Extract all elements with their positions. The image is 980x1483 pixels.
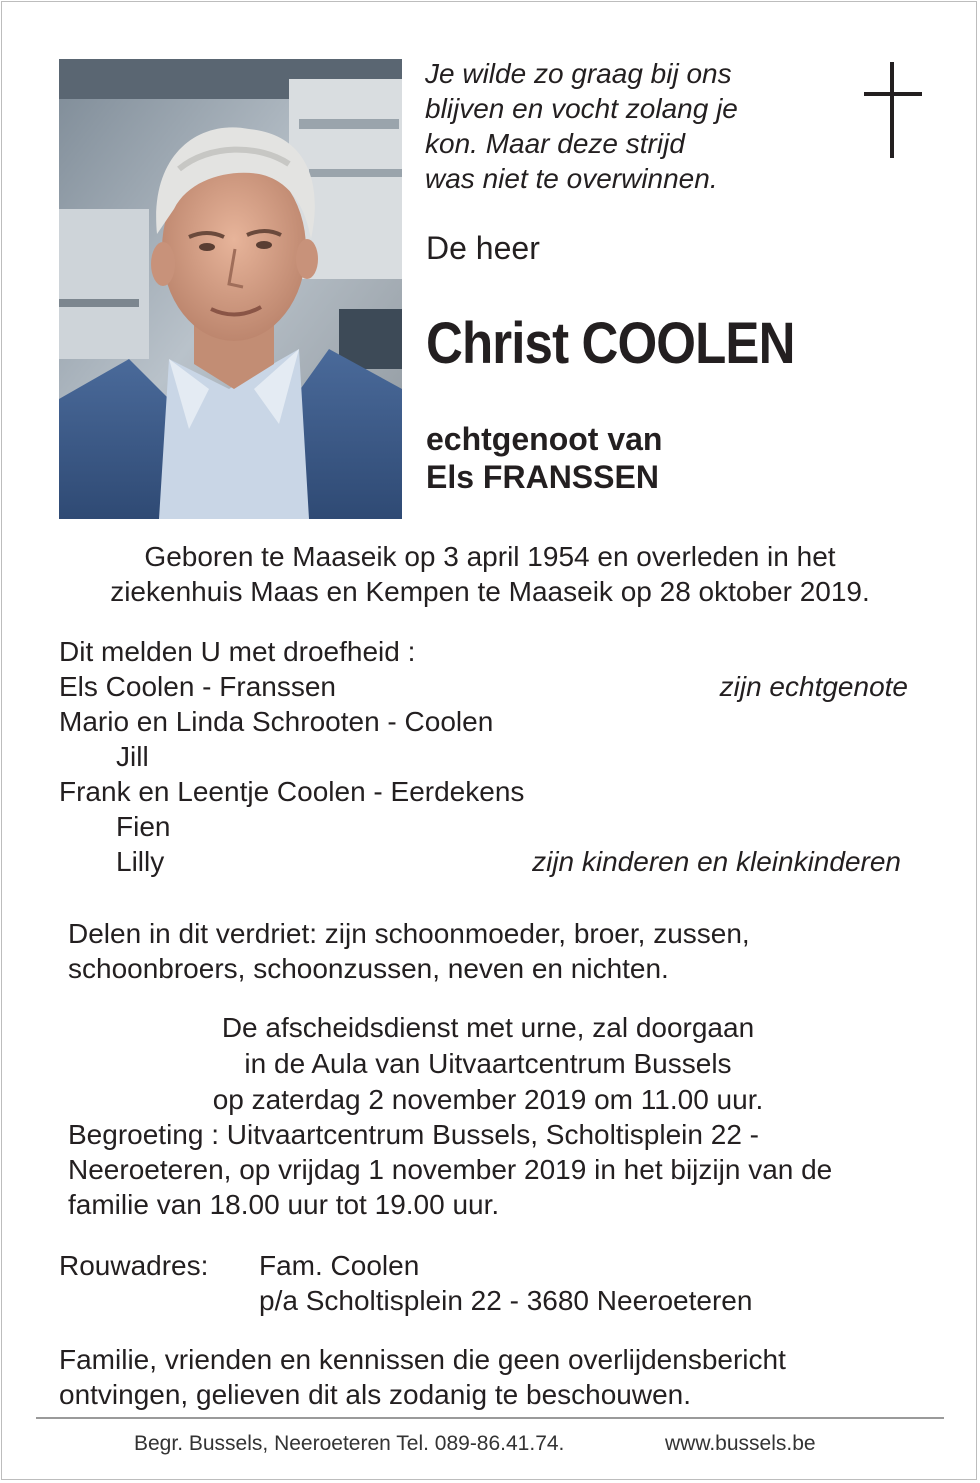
share-line: Delen in dit verdriet: zijn schoonmoeder, broer, zussen, xyxy=(68,918,750,949)
family-role: zijn echtgenote xyxy=(719,671,908,702)
poem-line: Je wilde zo graag bij ons xyxy=(425,58,732,89)
spouse-label: echtgenoot van xyxy=(426,421,663,457)
family-name: Fien xyxy=(116,811,171,842)
cross-icon xyxy=(864,62,922,158)
family-name: Jill xyxy=(116,741,149,772)
service-line: op zaterdag 2 november 2019 om 11.00 uur. xyxy=(212,1084,764,1115)
family-name: Lilly xyxy=(116,846,165,877)
footer-website[interactable]: www.bussels.be xyxy=(665,1432,816,1455)
notice-line: ontvingen, gelieven dit als zodanig te beschouwen. xyxy=(59,1379,691,1410)
poem-line: was niet te overwinnen. xyxy=(425,163,718,194)
honorific: De heer xyxy=(426,230,540,266)
birth-line: Geboren te Maaseik op 3 april 1954 en overleden in het xyxy=(144,541,836,572)
deceased-name: Christ COOLEN xyxy=(426,311,795,376)
poem xyxy=(425,56,738,196)
greeting-line: Neeroeteren, op vrijdag 1 november 2019 in het bijzijn van de xyxy=(68,1154,833,1185)
address-line: p/a Scholtisplein 22 - 3680 Neeroeteren xyxy=(259,1285,753,1316)
address-line: Fam. Coolen xyxy=(259,1250,420,1281)
family-name: Els Coolen - Franssen xyxy=(59,671,337,702)
service-line: in de Aula van Uitvaartcentrum Bussels xyxy=(244,1048,732,1079)
announce: Dit melden U met droefheid : xyxy=(59,636,416,667)
spouse-name: Els FRANSSEN xyxy=(426,459,659,495)
service-line: De afscheidsdienst met urne, zal doorgaan xyxy=(221,1012,755,1043)
family-name: Frank en Leentje Coolen - Eerdekens xyxy=(59,776,525,807)
portrait-photo xyxy=(59,59,402,519)
address-label: Rouwadres: xyxy=(59,1250,209,1281)
family-name: Mario en Linda Schrooten - Coolen xyxy=(59,706,494,737)
footer-divider xyxy=(36,1417,944,1419)
notice-line: Familie, vrienden en kennissen die geen overlijdensbericht xyxy=(59,1344,786,1375)
death-line: ziekenhuis Maas en Kempen te Maaseik op 28 oktober 2019. xyxy=(110,576,870,607)
poem-line: blijven en vocht zolang je xyxy=(425,93,738,124)
share-line: schoonbroers, schoonzussen, neven en nichten. xyxy=(68,953,669,984)
poem-line: kon. Maar deze strijd xyxy=(425,128,685,159)
family-role: zijn kinderen en kleinkinderen xyxy=(532,846,901,877)
greeting-line: familie van 18.00 uur tot 19.00 uur. xyxy=(68,1189,500,1220)
footer-funeral-home: Begr. Bussels, Neeroeteren Tel. 089-86.41.74. xyxy=(134,1432,565,1455)
greeting-line: Begroeting : Uitvaartcentrum Bussels, Scholtisplein 22 - xyxy=(68,1119,759,1150)
spouse xyxy=(426,420,662,496)
